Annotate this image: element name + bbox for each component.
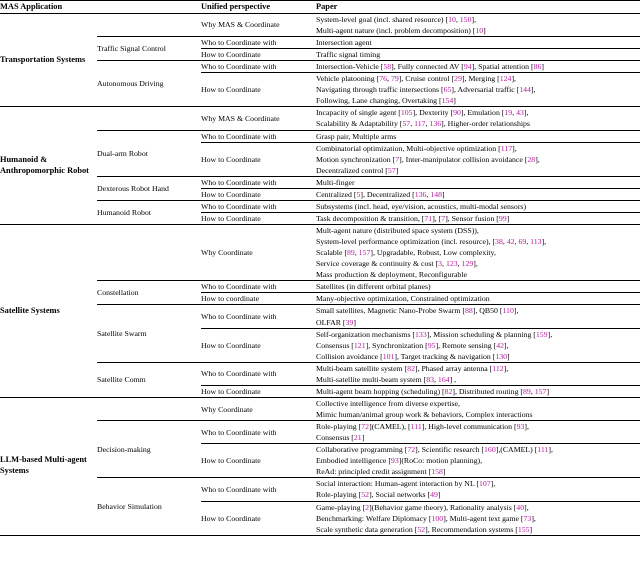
paper-line: Scale synthetic data generation [52], Recommendation systems [155] <box>316 524 533 534</box>
paper-cell <box>316 212 640 224</box>
perspective-cell: Who to Coordinate with <box>201 37 316 49</box>
subgroup-name-cell <box>97 397 201 420</box>
perspective-cell: How to Coordinate <box>201 385 316 397</box>
application-name-cell: Humanoid & Anthropomorphic Robot <box>0 107 97 225</box>
paper-cell <box>316 362 640 385</box>
paper-cell <box>316 281 640 293</box>
column-header-paper: Paper <box>316 1 640 14</box>
paper-cell <box>316 501 640 535</box>
column-header-spacer <box>97 1 201 14</box>
paper-line: Social interaction: Human-agent interaction by NL [107], <box>316 479 496 489</box>
paper-line: Role-playing [52], Social networks [49] <box>316 490 441 500</box>
paper-line: Vehicle platooning [76, 79], Cruise control [29], Merging [124], <box>316 74 516 84</box>
paper-line: Multi-agent nature (incl. problem decomposition) [10] <box>316 25 486 35</box>
paper-line: Traffic signal timing <box>316 50 381 60</box>
subgroup-name-cell: Autonomous Driving <box>97 61 201 107</box>
paper-line: Mass production & deployment, Reconfigurable <box>316 270 467 280</box>
paper-line: Intersection agent <box>316 38 372 48</box>
paper-cell <box>316 37 640 49</box>
paper-line: Game-playing [2](Behavior game theory), Rationality analysis [40], <box>316 502 529 512</box>
paper-line: Collaborative programming [72], Scientific research [160],(CAMEL) [111], <box>316 445 553 455</box>
paper-line: Benchmarking: Welfare Diplomacy [100], Multi-agent text game [73], <box>316 513 536 523</box>
paper-line: Incapacity of single agent [105], Dexterity [90], Emulation [19, 43], <box>316 108 529 118</box>
perspective-cell: Why MAS & Coordinate <box>201 20 280 30</box>
subgroup-name-cell: Traffic Signal Control <box>97 37 201 61</box>
bottom-rule-line <box>0 535 640 536</box>
paper-cell <box>316 142 640 176</box>
paper-line: Role-playing [72](CAMEL), [111], High-level communication [93], <box>316 422 529 432</box>
column-header-unified-perspective: Unified perspective <box>201 1 316 14</box>
paper-cell <box>316 73 640 107</box>
paper-line: ReAd: principled credit assignment [158] <box>316 467 446 477</box>
perspective-cell: Who to Coordinate with <box>201 478 316 501</box>
paper-cell <box>316 478 640 501</box>
paper-line: Collective intelligence from diverse expertise, <box>316 398 460 408</box>
paper-line: Consensus [21] <box>316 433 365 443</box>
paper-cell <box>316 130 640 142</box>
perspective-cell: How to Coordinate <box>201 212 316 224</box>
subgroup-name-cell: Satellite Swarm <box>97 305 201 362</box>
paper-cell <box>316 107 640 130</box>
subgroup-name-cell: Humanoid Robot <box>97 200 201 224</box>
table-body <box>0 13 640 535</box>
perspective-cell: Who to Coordinate with <box>201 61 316 73</box>
paper-cell <box>316 293 640 305</box>
paper-line: Decentralized control [57] <box>316 165 399 175</box>
paper-line: System-level performance optimization (incl. resource), [38, 42, 69, 113], <box>316 237 547 247</box>
perspective-cell: How to Coordinate <box>201 501 316 535</box>
paper-line: Collision avoidance [101], Target tracking & navigation [130] <box>316 351 510 361</box>
paper-cell <box>316 188 640 200</box>
subgroup-name-cell: Behavior Simulation <box>97 478 201 535</box>
subgroup-name-cell <box>97 13 201 36</box>
perspective-cell: Who to Coordinate with <box>201 362 316 385</box>
paper-line: Satellites (in different orbital planes) <box>316 282 431 292</box>
paper-line: Consensus [121], Synchronization [95], Remote sensing [42], <box>316 340 509 350</box>
paper-line: Embodied intelligence [93](RoCo: motion planning), <box>316 456 483 466</box>
subgroup-name-cell: Decision-making <box>97 421 201 478</box>
paper-line: System-level goal (incl. shared resource) [10, 150], <box>316 14 477 24</box>
perspective-cell: How to Coordinate <box>201 73 316 107</box>
table-row <box>0 397 640 420</box>
paper-line: Multi-satellite multi-beam system [83, 164] , <box>316 374 457 384</box>
paper-cell <box>316 61 640 73</box>
paper-cell <box>316 421 640 444</box>
header-row <box>0 1 640 14</box>
paper-line: Task decomposition & transition, [71], [7], Sensor fusion [99] <box>316 213 510 223</box>
bottom-rule <box>0 535 640 536</box>
paper-line: Scalable [89, 157], Upgradable, Robust, Low complexity, <box>316 248 496 258</box>
perspective-cell: How to Coordinate <box>201 142 316 176</box>
subgroup-name-cell: Dexterous Robot Hand <box>97 176 201 200</box>
paper-line: Multi-finger <box>316 177 355 187</box>
paper-line: Navigating through traffic intersections [65], Adversarial traffic [144], <box>316 85 536 95</box>
subgroup-name-cell <box>97 225 201 281</box>
perspective-cell: Why Coordinate <box>201 397 316 420</box>
application-name-cell: LLM-based Multi-agent Systems <box>0 397 97 535</box>
paper-cell <box>316 13 640 36</box>
column-header-mas-application: MAS Application <box>0 1 97 14</box>
perspective-cell: Why MAS & Coordinate <box>201 107 316 130</box>
table-row <box>0 225 640 281</box>
paper-cell <box>316 444 640 478</box>
paper-line: Mimic human/animal group work & behaviors, Complex interactions <box>316 410 533 420</box>
paper-line: OLFAR [39] <box>316 317 356 327</box>
perspective-cell: Who to Coordinate with <box>201 130 316 142</box>
paper-cell <box>316 305 640 328</box>
perspective-cell: Who to Coordinate with <box>201 421 316 444</box>
table-row <box>0 13 640 36</box>
perspective-cell: Who to Coordinate with <box>201 200 316 212</box>
paper-cell <box>316 176 640 188</box>
paper-cell <box>316 200 640 212</box>
perspective-cell: How to Coordinate <box>201 49 316 61</box>
perspective-cell: Who to Coordinate with <box>201 305 316 328</box>
perspective-cell: Who to Coordinate with <box>201 176 316 188</box>
subgroup-name-cell <box>97 107 201 130</box>
perspective-cell: How to Coordinate <box>201 328 316 362</box>
paper-line: Centralized [5], Decentralized [136, 148] <box>316 189 445 199</box>
perspective-cell: How to Coordinate <box>201 444 316 478</box>
perspective-cell: Why Coordinate <box>201 225 316 281</box>
paper-line: Multi-beam satellite system [82], Phased array antenna [112], <box>316 363 509 373</box>
paper-line: Service coverage & continuity & cost [3, 123, 129], <box>316 259 478 269</box>
paper-line: Combinatorial optimization, Multi-objective optimization [117], <box>316 143 517 153</box>
subgroup-name-cell: Satellite Comm <box>97 362 201 397</box>
paper-line: Mult-agent nature (distributed space system (DSS)), <box>316 226 479 236</box>
paper-line: Scalability & Adaptability [57, 117, 136], Higher-order relationships <box>316 119 530 129</box>
paper-cell <box>316 49 640 61</box>
paper-line: Following, Lane changing, Overtaking [154] <box>316 96 456 106</box>
paper-cell <box>316 397 640 420</box>
paper-cell <box>316 385 640 397</box>
paper-cell <box>316 225 640 281</box>
paper-line: Small satellites, Magnetic Nano-Probe Swarm [88], QB50 [110], <box>316 306 519 316</box>
paper-line: Many-objective optimization, Constrained optimization <box>316 294 490 304</box>
subgroup-name-cell: Dual-arm Robot <box>97 130 201 176</box>
perspective-cell: How to Coordinate <box>201 188 316 200</box>
table-row <box>0 107 640 130</box>
perspective-cell: Who to Coordinate with <box>201 281 316 293</box>
table-header <box>0 1 640 14</box>
paper-line: Motion synchronization [7], Inter-manipulator collision avoidance [28], <box>316 154 540 164</box>
paper-line: Grasp pair, Multiple arms <box>316 131 397 141</box>
paper-line: Subsystems (incl. head, eye/vision, acoustics, multi-modal sensors) <box>316 201 527 211</box>
application-name-cell: Transportation Systems <box>0 54 86 64</box>
paper-line: Intersection-Vehicle [58], Fully connected AV [94], Spatial attention [86] <box>316 62 544 72</box>
paper-cell <box>316 328 640 362</box>
paper-line: Self-organization mechanisms [133], Mission scheduling & planning [159], <box>316 329 553 339</box>
subgroup-name-cell: Constellation <box>97 281 201 305</box>
paper-line: Multi-agent beam hopping (scheduling) [82], Distributed routing [89, 157] <box>316 386 550 396</box>
perspective-cell: How to coordinate <box>201 293 316 305</box>
application-name-cell: Satellite Systems <box>0 225 97 398</box>
